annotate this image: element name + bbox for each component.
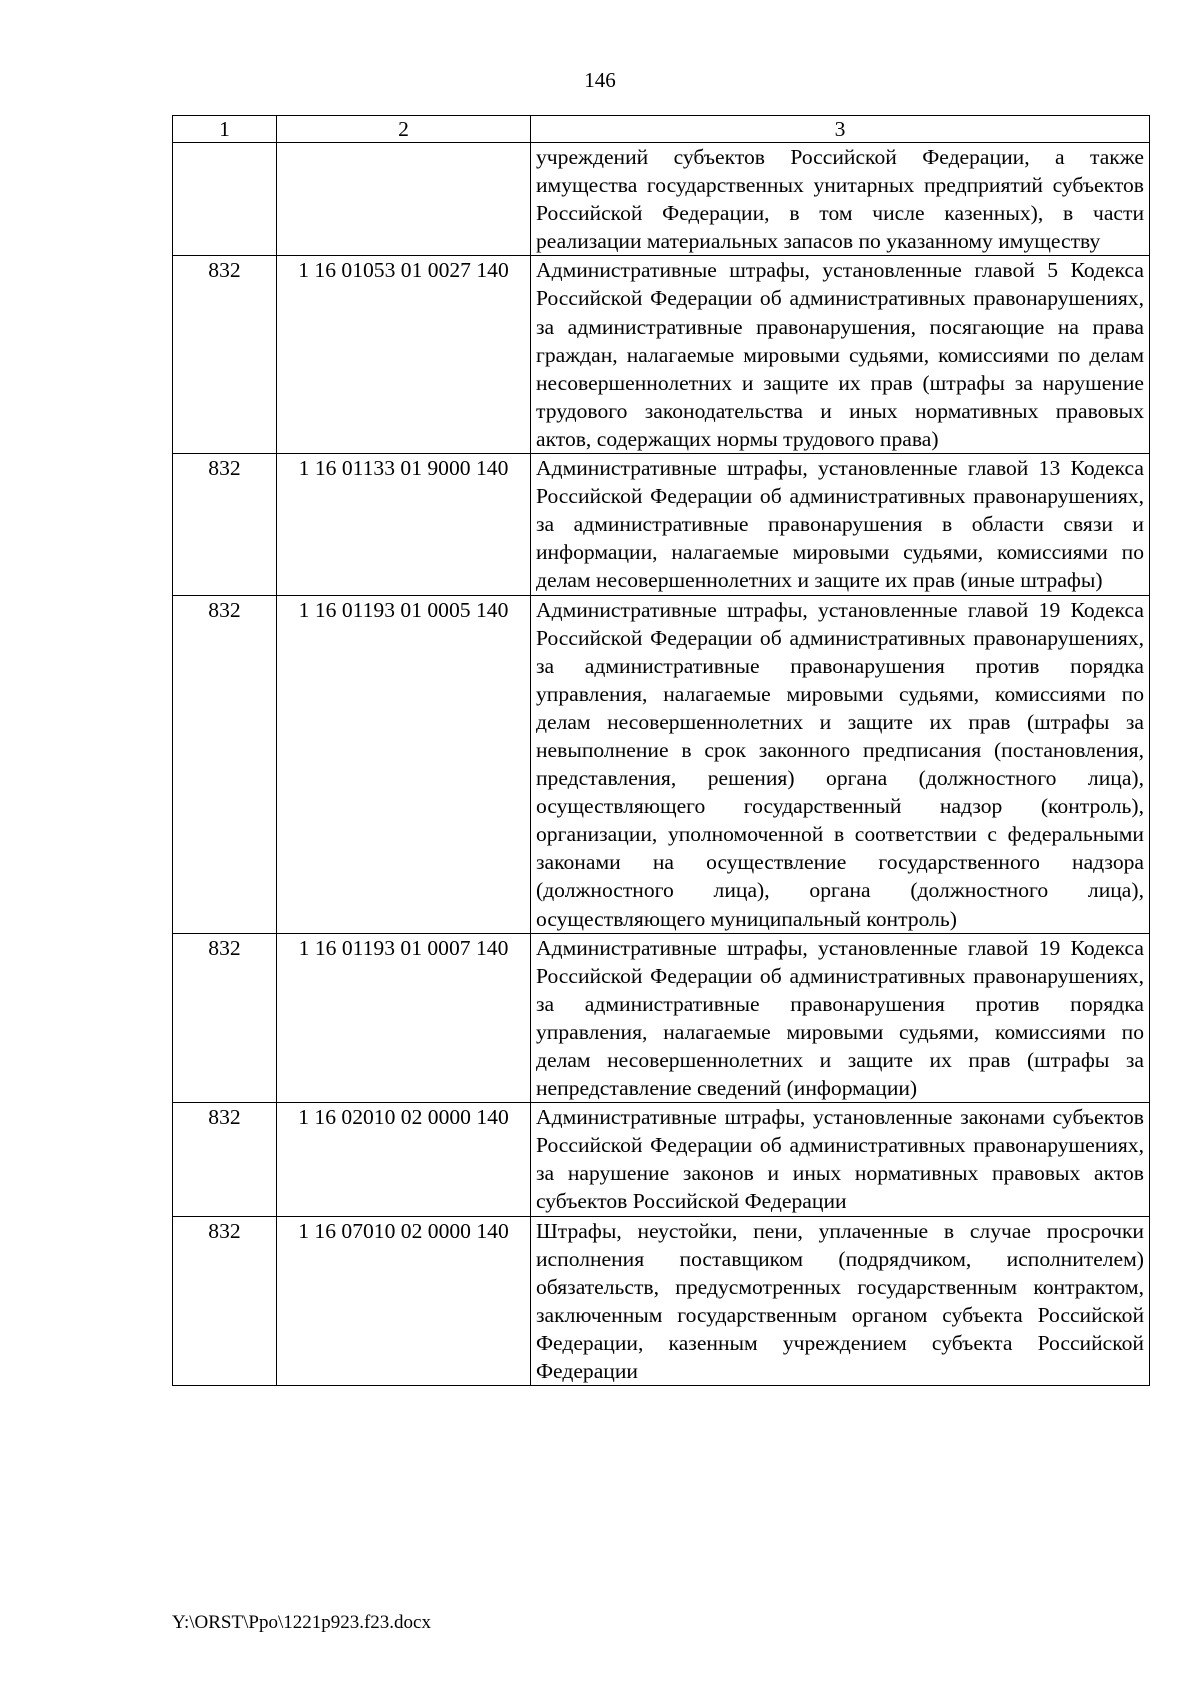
admin-code-cell	[173, 143, 277, 256]
budget-code-cell: 1 16 01053 01 0027 140	[277, 256, 531, 454]
description-cell: Штрафы, неустойки, пени, уплаченные в случае просрочки исполнения поставщиком (подрядчиком, исполнителем) обязательств, предусмотренных государственным контрактом, заключенным государственным органом субъекта Российской Федерации, казенным учреждением субъекта Российской Федерации	[531, 1216, 1150, 1386]
header-col-3: 3	[531, 116, 1150, 143]
admin-code-cell: 832	[173, 454, 277, 595]
budget-code-cell: 1 16 01193 01 0007 140	[277, 933, 531, 1103]
admin-code-cell: 832	[173, 933, 277, 1103]
page-number: 146	[584, 68, 616, 92]
budget-code-cell	[277, 143, 531, 256]
admin-code-cell: 832	[173, 595, 277, 933]
table-header-row	[173, 116, 1150, 143]
admin-code-cell: 832	[173, 1216, 277, 1386]
description-cell: Административные штрафы, установленные законами субъектов Российской Федерации об административных правонарушениях, за нарушение законов и иных нормативных правовых актов субъектов Российской Федерации	[531, 1103, 1150, 1216]
budget-code-cell: 1 16 07010 02 0000 140	[277, 1216, 531, 1386]
header-col-1: 1	[173, 116, 277, 143]
budget-codes-table	[172, 115, 1150, 1386]
table-row	[173, 143, 1150, 256]
description-cell: учреждений субъектов Российской Федерации, а также имущества государственных унитарных предприятий субъектов Российской Федерации, в том числе казенных), в части реализации материальных запасов по указанному имуществу	[531, 143, 1150, 256]
budget-code-cell: 1 16 01193 01 0005 140	[277, 595, 531, 933]
admin-code-cell: 832	[173, 1103, 277, 1216]
description-cell: Административные штрафы, установленные главой 5 Кодекса Российской Федерации об административных правонарушениях, за административные правонарушения, посягающие на права граждан, налагаемые мировыми судьями, комиссиями по делам несовершеннолетних и защите их прав (штрафы за нарушение трудового законодательства и иных нормативных правовых актов, содержащих нормы трудового права)	[531, 256, 1150, 454]
description-cell: Административные штрафы, установленные главой 13 Кодекса Российской Федерации об административных правонарушениях, за административные правонарушения в области связи и информации, налагаемые мировыми судьями, комиссиями по делам несовершеннолетних и защите их прав (иные штрафы)	[531, 454, 1150, 595]
description-cell: Административные штрафы, установленные главой 19 Кодекса Российской Федерации об административных правонарушениях, за административные правонарушения против порядка управления, налагаемые мировыми судьями, комиссиями по делам несовершеннолетних и защите их прав (штрафы за непредставление сведений (информации)	[531, 933, 1150, 1103]
budget-code-cell: 1 16 02010 02 0000 140	[277, 1103, 531, 1216]
table-row	[173, 595, 1150, 933]
budget-code-cell: 1 16 01133 01 9000 140	[277, 454, 531, 595]
header-col-2: 2	[277, 116, 531, 143]
table-row	[173, 1103, 1150, 1216]
table-row	[173, 454, 1150, 595]
file-path-footer: Y:\ORST\Ppo\1221p923.f23.docx	[172, 1612, 431, 1633]
table-row	[173, 256, 1150, 454]
admin-code-cell: 832	[173, 256, 277, 454]
description-cell: Административные штрафы, установленные главой 19 Кодекса Российской Федерации об административных правонарушениях, за административные правонарушения против порядка управления, налагаемые мировыми судьями, комиссиями по делам несовершеннолетних и защите их прав (штрафы за невыполнение в срок законного предписания (постановления, представления, решения) органа (должностного лица), осуществляющего государственный надзор (контроль), организации, уполномоченной в соответствии с федеральными законами на осуществление государственного надзора (должностного лица), органа (должностного лица), осуществляющего муниципальный контроль)	[531, 595, 1150, 933]
table-row	[173, 1216, 1150, 1386]
table-row	[173, 933, 1150, 1103]
